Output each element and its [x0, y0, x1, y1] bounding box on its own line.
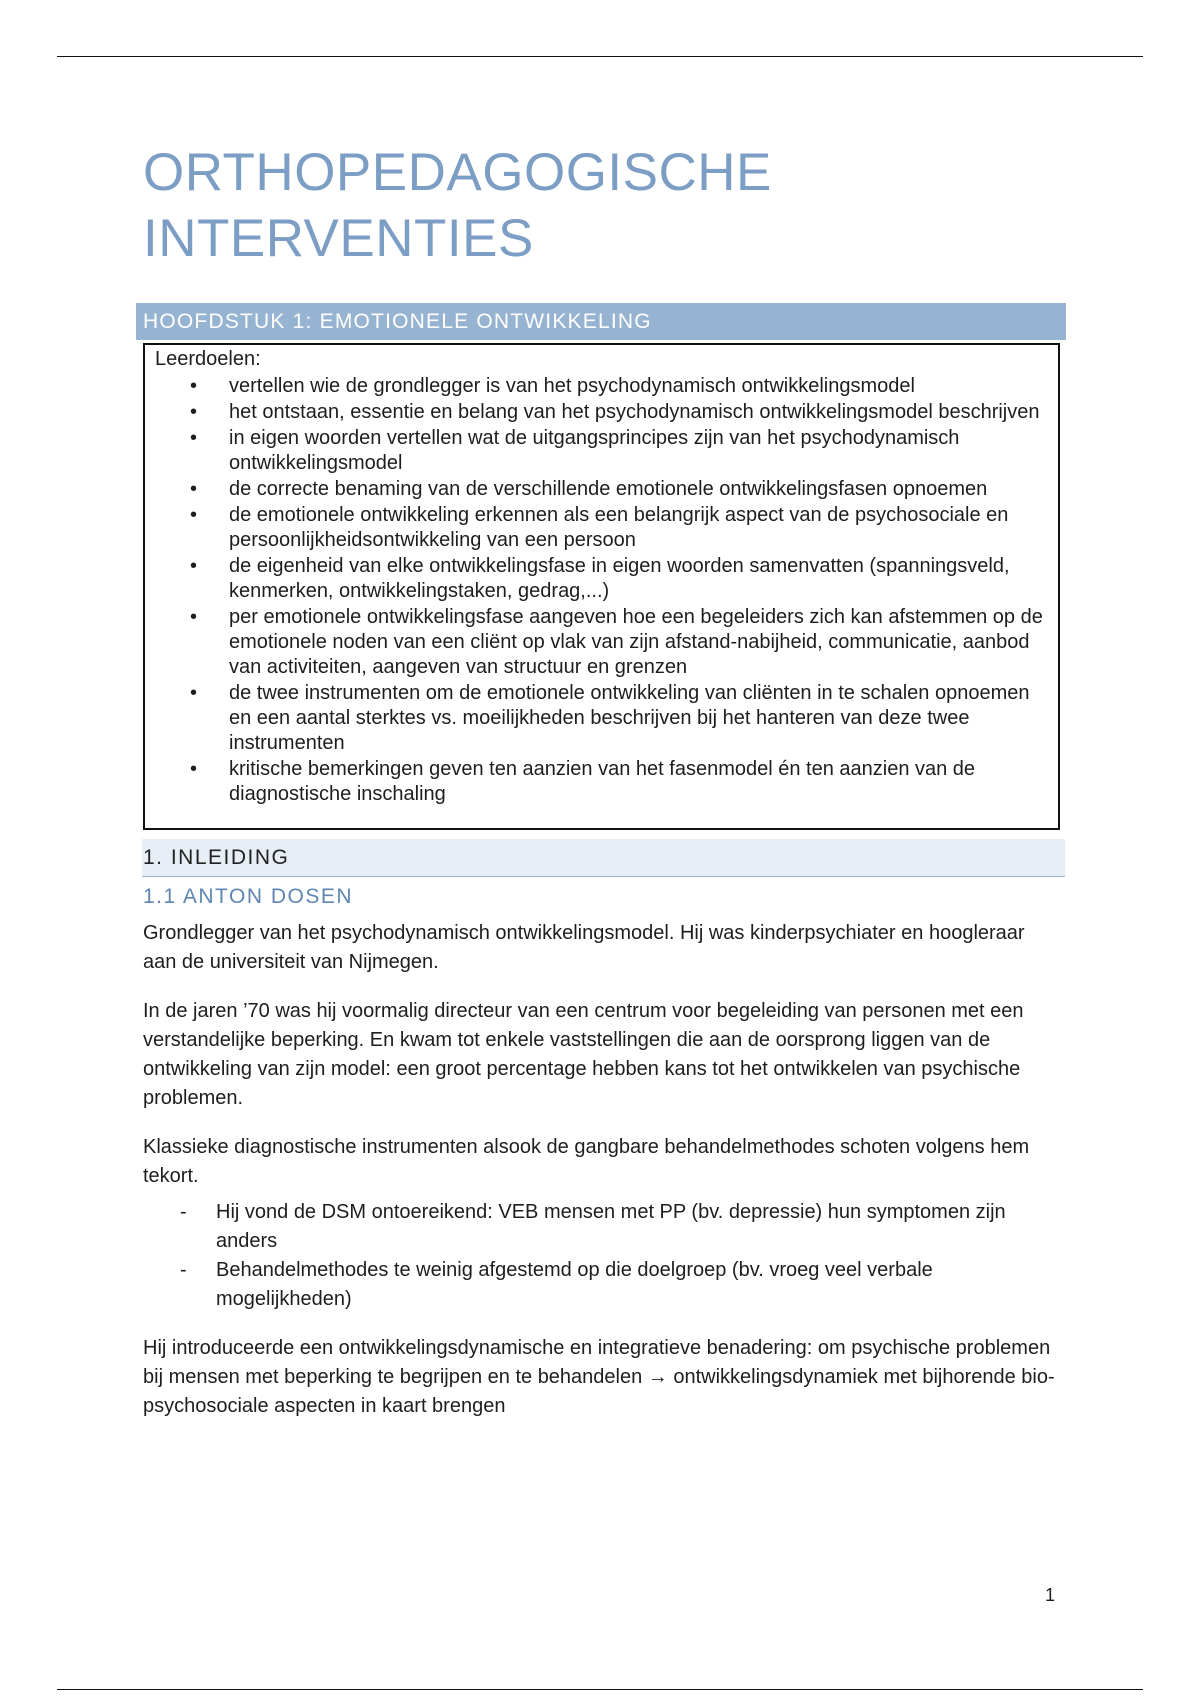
body-paragraph: Klassieke diagnostische instrumenten alsook de gangbare behandelmethodes schoten volgens hem tekort.: [143, 1136, 1030, 1187]
learning-goal-item: • de emotionele ontwikkeling erkennen als een belangrijk aspect van de psychosociale en persoonlijkheidsontwikkeling van een persoon: [229, 503, 1044, 553]
subsection-heading: 1.1 ANTON DOSEN: [143, 885, 354, 908]
section-heading: 1. INLEIDING: [142, 839, 1065, 877]
learning-goal-item: • de twee instrumenten om de emotionele ontwikkeling van cliënten in te schalen opnoemen en een aantal sterktes vs. moeilijkheden beschrijven bij het hanteren van deze twee instrumenten: [229, 681, 1044, 756]
dash-list-item: - Hij vond de DSM ontoereikend: VEB mensen met PP (bv. depressie) hun symptomen zijn anders: [216, 1198, 1063, 1256]
learning-goal-item: • de correcte benaming van de verschillende emotionele ontwikkelingsfasen opnoemen: [229, 477, 1044, 502]
closing-paragraph: Hij introduceerde een ontwikkelingsdynamische en integratieve benadering: om psychische problemen bij mensen met beperking te begrijpen en te behandelen → ontwikkelingsdynamiek met bijhorende bio-psychosociale aspecten in kaart brengen: [143, 1337, 1055, 1417]
learning-goals-box: [143, 343, 1060, 830]
page-content: [143, 140, 1063, 1421]
document-title: [143, 140, 1063, 272]
chapter-heading: HOOFDSTUK 1: EMOTIONELE ONTWIKKELING: [136, 303, 1066, 340]
learning-goal-item: • per emotionele ontwikkelingsfase aangeven hoe een begeleiders zich kan afstemmen op de emotionele noden van een cliënt op vlak van zijn afstand-nabijheid, communicatie, aanbod van activiteiten, aangeven van structuur en grenzen: [229, 605, 1044, 680]
document-title-line-1: ORTHOPEDAGOGISCHE: [143, 143, 772, 202]
learning-goal-item: • vertellen wie de grondlegger is van het psychodynamisch ontwikkelingsmodel: [229, 374, 1044, 399]
learning-goal-item: • in eigen woorden vertellen wat de uitgangsprincipes zijn van het psychodynamisch ontwikkelingsmodel: [229, 426, 1044, 476]
document-title-line-2: INTERVENTIES: [143, 209, 534, 268]
header-rule: [57, 56, 1143, 57]
footer-rule: [57, 1689, 1143, 1690]
dash-list: [143, 1198, 1063, 1314]
learning-goal-item: • kritische bemerkingen geven ten aanzien van het fasenmodel én ten aanzien van de diagnostische inschaling: [229, 757, 1044, 807]
learning-goals-list: [155, 374, 1044, 807]
body-paragraph: Grondlegger van het psychodynamisch ontwikkelingsmodel. Hij was kinderpsychiater en hoogleraar aan de universiteit van Nijmegen.: [143, 922, 1025, 973]
learning-goals-heading: Leerdoelen:: [155, 348, 261, 370]
learning-goal-item: • het ontstaan, essentie en belang van het psychodynamisch ontwikkelingsmodel beschrijven: [229, 400, 1044, 425]
body-paragraph: In de jaren ’70 was hij voormalig directeur van een centrum voor begeleiding van personen met een verstandelijke beperking. En kwam tot enkele vaststellingen die aan de oorsprong liggen van de ontwikkeling van zijn model: een groot percentage hebben kans tot het ontwikkelen van psychische problemen.: [143, 1000, 1024, 1109]
dash-list-item: - Behandelmethodes te weinig afgestemd op die doelgroep (bv. vroeg veel verbale mogelijkheden): [216, 1256, 1063, 1314]
learning-goal-item: • de eigenheid van elke ontwikkelingsfase in eigen woorden samenvatten (spanningsveld, kenmerken, ontwikkelingstaken, gedrag,...): [229, 554, 1044, 604]
page-number: 1: [1045, 1585, 1056, 1605]
